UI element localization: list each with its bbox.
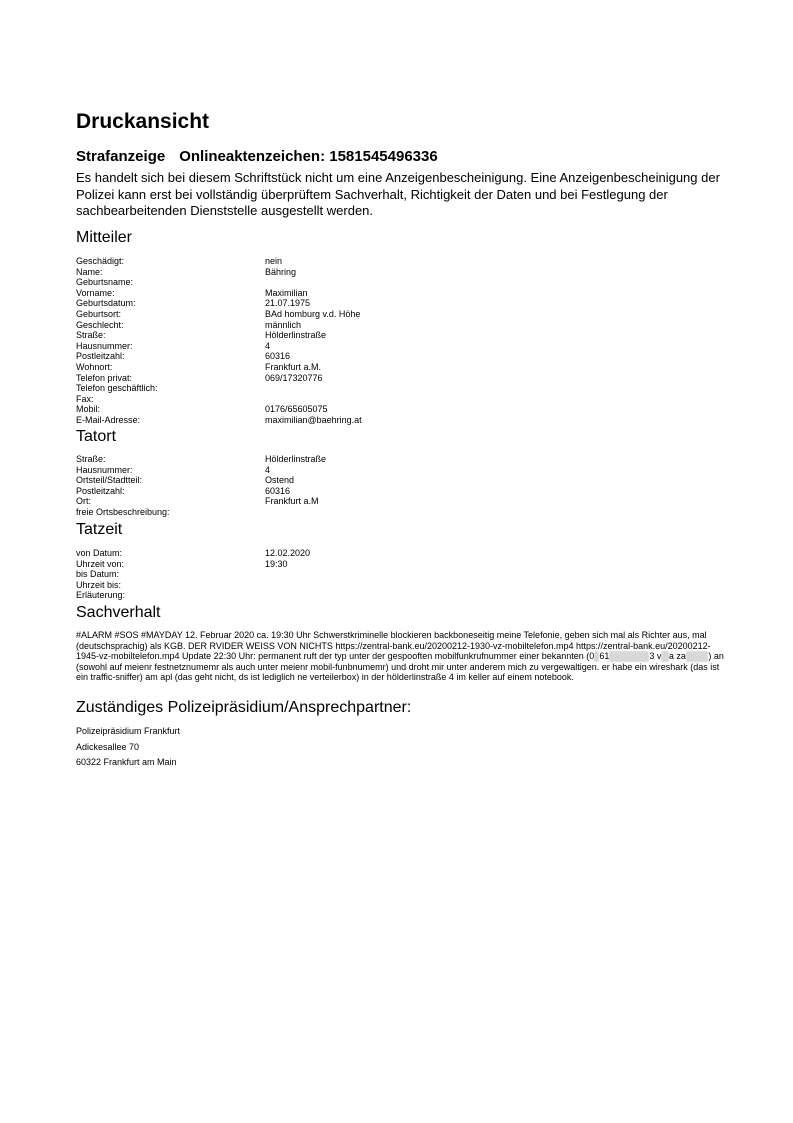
intro-disclaimer: Es handelt sich bei diesem Schriftstück nicht um eine Anzeigenbescheinigung. Eine Anzeigenbescheinigung der Polizei kann erst bei vollständig überprüftem Sachverhalt, Richtigkeit der Daten und bei Festlegung der sachbearbeitenden Dienststelle ausgestellt werden. [76, 170, 720, 218]
field-value: Ostend [265, 475, 295, 486]
section-heading-zustaendig: Zuständiges Polizeipräsidium/Ansprechpartner: [76, 699, 412, 716]
field-value: 4 [265, 464, 271, 475]
field-value: 21.07.1975 [265, 298, 311, 309]
field-row [76, 590, 726, 601]
field-value: Frankfurt a.M [265, 496, 319, 507]
field-label: Postleitzahl: [76, 485, 125, 496]
field-label: Straße: [76, 330, 106, 341]
sachverhalt-text-part: 3 v [649, 651, 662, 662]
field-label: Uhrzeit bis: [76, 579, 122, 590]
field-value: BAd homburg v.d. Höhe [265, 308, 361, 319]
field-row [76, 362, 726, 373]
field-row [76, 465, 726, 476]
section-heading-tatzeit: Tatzeit [76, 521, 123, 538]
section-heading-tatort: Tatort [76, 428, 117, 445]
field-value: 19:30 [265, 558, 288, 569]
field-label: Geburtsdatum: [76, 298, 136, 309]
field-label: Fax: [76, 393, 94, 404]
field-label: Geburtsname: [76, 277, 134, 288]
field-row [76, 309, 726, 320]
field-value: Maximilian [265, 287, 308, 298]
sachverhalt-text-part: 61 [599, 651, 610, 662]
field-row [76, 475, 726, 486]
field-label: Mobil: [76, 404, 101, 415]
tatort-fields [76, 454, 726, 518]
field-value: männlich [265, 319, 302, 330]
field-row [76, 330, 726, 341]
field-row [76, 298, 726, 309]
field-label: Postleitzahl: [76, 351, 125, 362]
field-row [76, 267, 726, 278]
field-row [76, 507, 726, 518]
field-label: Name: [76, 266, 103, 277]
field-label: Hausnummer: [76, 464, 133, 475]
field-value: Hölderlinstraße [265, 454, 327, 464]
redaction-blur [609, 651, 649, 662]
field-label: E-Mail-Adresse: [76, 414, 141, 425]
redaction-blur [594, 651, 599, 662]
field-value: 12.02.2020 [265, 548, 311, 558]
field-row [76, 569, 726, 580]
field-row [76, 404, 726, 415]
field-label: Geschlecht: [76, 319, 124, 330]
sachverhalt-text-part: a za [668, 651, 686, 662]
field-value: Hölderlinstraße [265, 330, 327, 341]
field-value: 069/17320776 [265, 372, 323, 383]
field-value: 60316 [265, 485, 291, 496]
field-row [76, 320, 726, 331]
field-label: Wohnort: [76, 361, 113, 372]
field-label: bis Datum: [76, 569, 120, 580]
sachverhalt-text-part: ) an (sowohl auf meienr festnetznumemr als auch unter meienr mobil-funbnumemr) und droht mir unter anderem mich zu vergewaltigen. er habe ein wireshark (das ist ein traffic-sniffer) am apl (das geht nicht, ds ist lediglich ne verteilerbox) in der hölderlinstraße 4 im keller auf einem notebook. [76, 651, 724, 683]
field-label: Vorname: [76, 287, 115, 298]
field-value: Bähring [265, 266, 297, 277]
field-label: Telefon privat: [76, 372, 133, 383]
field-label: Erläuterung: [76, 590, 126, 601]
field-row [76, 580, 726, 591]
field-label: Uhrzeit von: [76, 558, 125, 569]
redaction-blur [661, 651, 669, 662]
field-label: Straße: [76, 454, 106, 464]
field-row [76, 341, 726, 352]
field-row [76, 288, 726, 299]
field-label: freie Ortsbeschreibung: [76, 506, 170, 517]
online-file-number: Onlineaktenzeichen: 1581545496336 [179, 148, 438, 165]
field-label: von Datum: [76, 548, 123, 558]
police-name: Polizeipräsidium Frankfurt [76, 726, 181, 736]
section-heading-sachverhalt: Sachverhalt [76, 604, 161, 621]
report-type: Strafanzeige [76, 148, 166, 165]
field-row [76, 415, 726, 426]
field-value: 60316 [265, 351, 291, 362]
field-label: Ortsteil/Stadtteil: [76, 475, 143, 486]
field-row [76, 256, 726, 267]
field-label: Geschädigt: [76, 256, 125, 266]
sachverhalt-text [76, 630, 726, 683]
field-row [76, 277, 726, 288]
tatzeit-fields [76, 548, 726, 601]
field-row [76, 351, 726, 362]
field-value: nein [265, 256, 283, 266]
field-value: 4 [265, 340, 271, 351]
field-row [76, 559, 726, 570]
police-city: 60322 Frankfurt am Main [76, 757, 177, 767]
field-row [76, 394, 726, 405]
field-value: Frankfurt a.M. [265, 361, 322, 372]
redaction-blur [686, 651, 709, 662]
field-row [76, 373, 726, 384]
field-row [76, 383, 726, 394]
field-row [76, 548, 726, 559]
section-heading-mitteiler: Mitteiler [76, 229, 133, 246]
field-row [76, 496, 726, 507]
field-label: Telefon geschäftlich: [76, 383, 158, 394]
mitteiler-fields [76, 256, 726, 426]
report-subtitle [76, 148, 438, 165]
sachverhalt-text-part: #ALARM #SOS #MAYDAY 12. Februar 2020 ca. 19:30 Uhr Schwerstkriminelle blockieren backboneseitig meine Telefonie, geben sich mal als Richter aus, mal (deutschsprachig) als KGB. DER RVIDER WEISS VON NICHTS https://zentral-bank.eu/20200212-1930-vz-mobiltelefon.mp4 https://zentral-bank.eu/20200212-1945-vz-mobiltelefon.mp4 Update 22:30 Uhr: permanent ruft der typ unter der gespooften mobilfunkrufnummer einer bekannten (0 [76, 630, 711, 662]
police-street: Adickesallee 70 [76, 742, 140, 752]
field-row [76, 486, 726, 497]
field-value: maximilian@baehring.at [265, 414, 362, 425]
field-value: 0176/65605075 [265, 404, 328, 415]
field-label: Geburtsort: [76, 308, 122, 319]
field-row [76, 454, 726, 465]
field-label: Ort: [76, 496, 91, 507]
page-title: Druckansicht [76, 110, 210, 133]
field-label: Hausnummer: [76, 340, 133, 351]
